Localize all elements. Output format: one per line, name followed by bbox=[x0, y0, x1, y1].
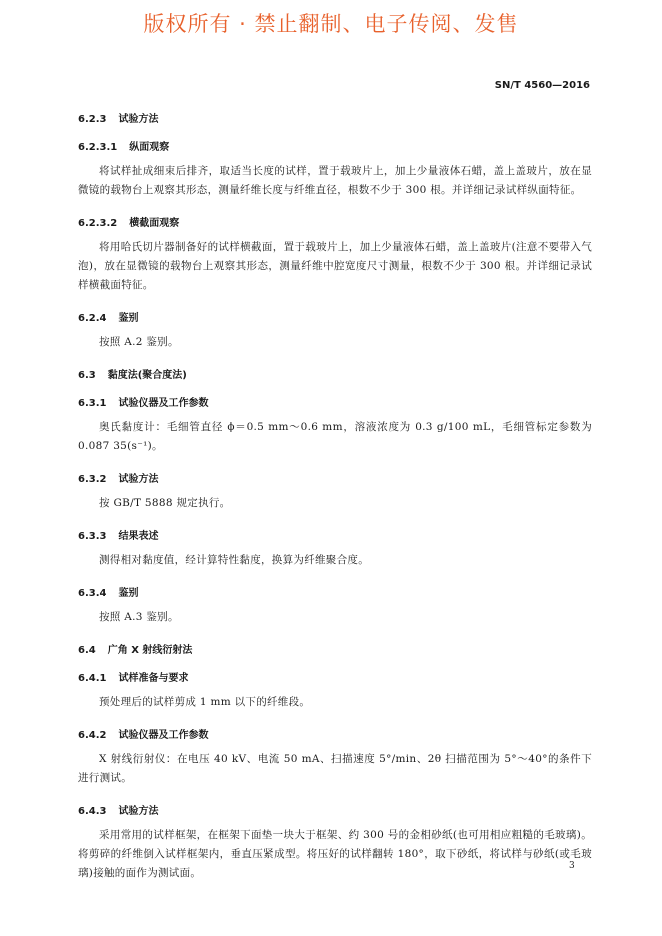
spacer bbox=[78, 128, 592, 140]
section-title: 黏度法(聚合度法) bbox=[107, 370, 187, 381]
spacer bbox=[78, 384, 592, 396]
spacer bbox=[78, 301, 592, 311]
section-number: 6.4.1 bbox=[78, 673, 107, 684]
section-title: 试验仪器及工作参数 bbox=[118, 398, 209, 409]
section-number: 6.3.3 bbox=[78, 531, 107, 542]
section-number: 6.4.3 bbox=[78, 806, 107, 817]
paragraph: 按 GB/T 5888 规定执行。 bbox=[99, 497, 231, 509]
section-heading bbox=[78, 728, 592, 744]
section-title: 试验方法 bbox=[118, 474, 159, 485]
section-number: 6.2.3.1 bbox=[78, 142, 118, 153]
spacer bbox=[78, 576, 592, 586]
document-body bbox=[78, 112, 592, 899]
section-number: 6.4 bbox=[78, 645, 96, 656]
section-title: 广角 X 射线衍射法 bbox=[107, 645, 193, 656]
section-heading bbox=[78, 216, 592, 232]
section-heading bbox=[78, 140, 592, 156]
spacer bbox=[78, 718, 592, 728]
section-title: 纵面观察 bbox=[129, 142, 170, 153]
section-number: 6.4.2 bbox=[78, 730, 107, 741]
spacer bbox=[78, 206, 592, 216]
page-number: 3 bbox=[569, 861, 575, 871]
standard-code: SN/T 4560—2016 bbox=[494, 80, 590, 91]
paragraph: 采用常用的试样框架，在框架下面垫一块大于框架、约 300 号的金相砂纸(也可用相应粗糙的毛玻璃)。将剪碎的纤维倒入试样框架内，垂直压紧成型。将压好的试样翻转 180°，取下砂纸，将试样与砂纸(或毛玻璃)接触的面作为测试面。 bbox=[78, 829, 592, 879]
section-title: 鉴别 bbox=[118, 588, 139, 599]
paragraph: X 射线衍射仪：在电压 40 kV、电流 50 mA、扫描速度 5°/min、2θ 扫描范围为 5°～40°的条件下进行测试。 bbox=[78, 753, 592, 784]
section-title: 试验方法 bbox=[118, 114, 159, 125]
section-heading bbox=[78, 804, 592, 820]
section-number: 6.3.4 bbox=[78, 588, 107, 599]
section-number: 6.2.3.2 bbox=[78, 218, 118, 229]
section-heading bbox=[78, 472, 592, 488]
spacer bbox=[78, 358, 592, 368]
section-heading bbox=[78, 671, 592, 687]
spacer bbox=[78, 659, 592, 671]
watermark: 版权所有 · 禁止翻制、电子传阅、发售 bbox=[143, 12, 519, 36]
section-number: 6.2.3 bbox=[78, 114, 107, 125]
section-title: 试样准备与要求 bbox=[118, 673, 189, 684]
section-title: 试验仪器及工作参数 bbox=[118, 730, 209, 741]
paragraph: 预处理后的试样剪成 1 mm 以下的纤维段。 bbox=[99, 696, 311, 708]
spacer bbox=[78, 889, 592, 899]
paragraph: 奥氏黏度计：毛细管直径 ϕ＝0.5 mm～0.6 mm，溶液浓度为 0.3 g/100 mL，毛细管标定参数为 0.087 35(s⁻¹)。 bbox=[78, 421, 592, 452]
section-number: 6.2.4 bbox=[78, 313, 107, 324]
spacer bbox=[78, 519, 592, 529]
spacer bbox=[78, 794, 592, 804]
section-heading bbox=[78, 396, 592, 412]
paragraph: 将试样扯成细束后排齐，取适当长度的试样，置于载玻片上，加上少量液体石蜡，盖上盖玻片，放在显微镜的载物台上观察其形态，测量纤维长度与纤维直径，根数不少于 300 根。并详细记录试样纵面特征。 bbox=[78, 165, 592, 196]
section-number: 6.3 bbox=[78, 370, 96, 381]
section-title: 鉴别 bbox=[118, 313, 139, 324]
section-heading bbox=[78, 529, 592, 545]
paragraph: 按照 A.3 鉴别。 bbox=[99, 611, 179, 623]
section-heading bbox=[78, 586, 592, 602]
paragraph: 测得相对黏度值，经计算特性黏度，换算为纤维聚合度。 bbox=[99, 554, 369, 566]
section-title: 横截面观察 bbox=[129, 218, 180, 229]
spacer bbox=[78, 462, 592, 472]
section-heading bbox=[78, 311, 592, 327]
section-number: 6.3.2 bbox=[78, 474, 107, 485]
section-title: 结果表述 bbox=[118, 531, 159, 542]
spacer bbox=[78, 633, 592, 643]
paragraph: 按照 A.2 鉴别。 bbox=[99, 336, 179, 348]
section-heading bbox=[78, 368, 592, 384]
section-heading bbox=[78, 112, 592, 128]
section-heading bbox=[78, 643, 592, 659]
section-title: 试验方法 bbox=[118, 806, 159, 817]
section-number: 6.3.1 bbox=[78, 398, 107, 409]
paragraph: 将用哈氏切片器制备好的试样横截面，置于载玻片上，加上少量液体石蜡，盖上盖玻片(注意不要带入气泡)，放在显微镜的载物台上观察其形态，测量纤维中腔宽度尺寸测量，根数不少于 300 根。并详细记录试样横截面特征。 bbox=[78, 241, 592, 291]
